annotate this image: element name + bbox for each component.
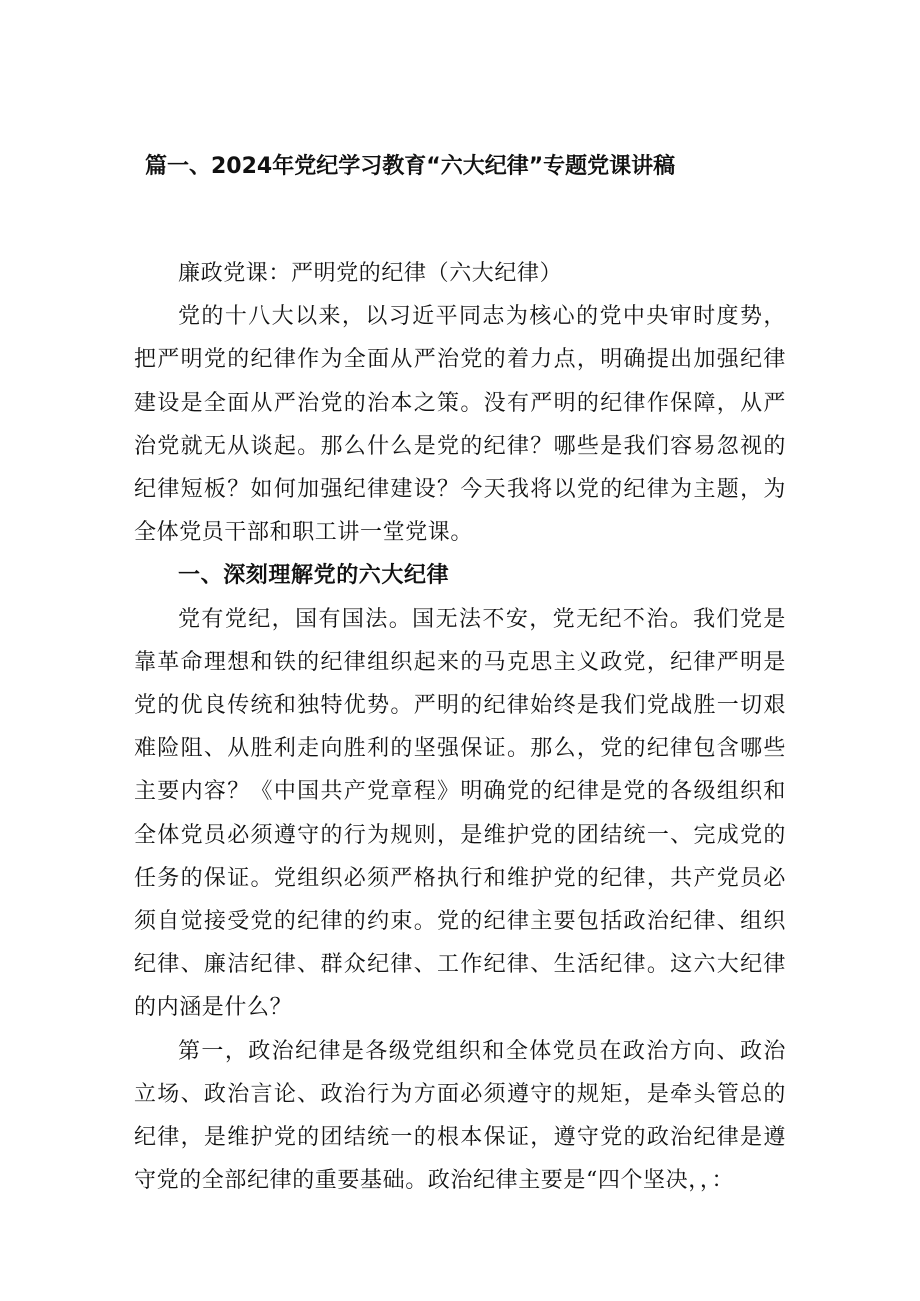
intro-paragraph: 党的十八大以来，以习近平同志为核心的党中央审时度势，把严明党的纪律作为全面从严治党的着力点，明确提出加强纪律建设是全面从严治党的治本之策。没有严明的纪律作保障，从严治党就无从谈起。那么什么是党的纪律？哪些是我们容易忽视的纪律短板？如何加强纪律建设？今天我将以党的纪律为主题，为全体党员干部和职工讲一堂党课。 bbox=[134, 304, 786, 546]
body-paragraph: 第一，政治纪律是各级党组织和全体党员在政治方向、政治立场、政治言论、政治行为方面必须遵守的规矩，是牵头管总的纪律，是维护党的团结统一的根本保证，遵守党的政治纪律是遵守党的全部纪律的重要基础。政治纪律主要是“四个坚决，，： bbox=[134, 1038, 786, 1194]
lecture-subtitle: 廉政党课：严明党的纪律（六大纪律） bbox=[178, 261, 563, 286]
body-paragraph: 党有党纪，国有国法。国无法不安，党无纪不治。我们党是靠革命理想和铁的纪律组织起来的马克思主义政党，纪律严明是党的优良传统和独特优势。严明的纪律始终是我们党战胜一切艰难险阻、从胜利走向胜利的坚强保证。那么，党的纪律包含哪些主要内容？《中国共产党章程》明确党的纪律是党的各级组织和全体党员必须遵守的行为规则，是维护党的团结统一、完成党的任务的保证。党组织必须严格执行和维护党的纪律，共产党员必须自觉接受党的纪律的约束。党的纪律主要包括政治纪律、组织纪律、廉洁纪律、群众纪律、工作纪律、生活纪律。这六大纪律的内涵是什么？ bbox=[134, 606, 786, 1021]
document-title: 篇一、2024年党纪学习教育“六大纪律”专题党课讲稿 bbox=[145, 154, 676, 179]
document-body bbox=[134, 252, 786, 1202]
section-heading: 一、深刻理解党的六大纪律 bbox=[178, 563, 450, 589]
